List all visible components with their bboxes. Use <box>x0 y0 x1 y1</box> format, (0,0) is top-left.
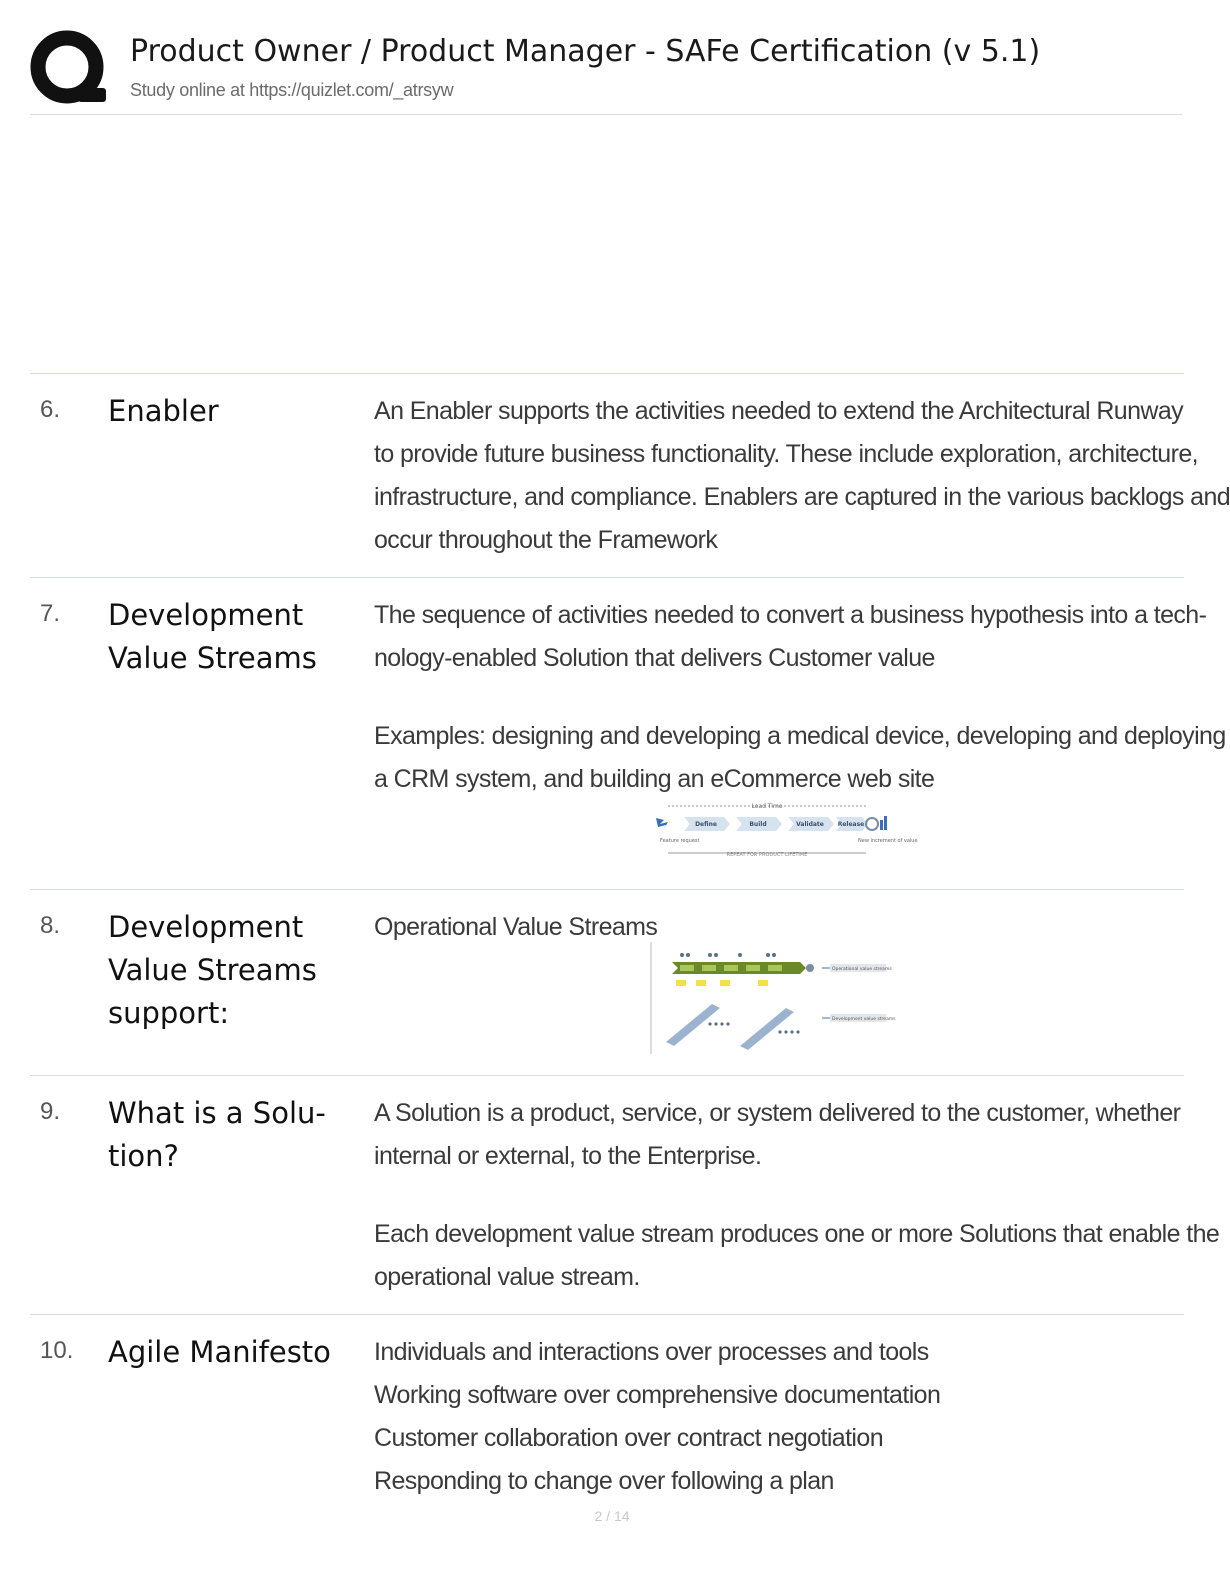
card-definition: A Solution is a product, service, or system delivered to the customer, whether internal or external, to the Enterprise. Each development value stream produces one or more Solutions that enable the operational value stream. <box>374 1099 1220 1291</box>
flashcard-row <box>30 1075 1220 1314</box>
card-number: 10. <box>40 1337 74 1364</box>
step-label: Build <box>749 821 767 828</box>
lead-time-label: Lead Time <box>751 803 783 810</box>
feature-request-label: Feature request <box>660 838 700 844</box>
operational-value-streams-label: Operational value streams <box>832 967 892 972</box>
card-definition: Operational Value Streams <box>374 913 658 941</box>
quizlet-logo-icon <box>30 30 108 108</box>
step-label: Release <box>837 821 865 828</box>
flashcard-row <box>30 1314 1184 1505</box>
development-value-stream-diagram <box>650 798 918 862</box>
repeat-label: REPEAT FOR PRODUCT LIFETIME <box>726 852 808 858</box>
page-number: 2 / 14 <box>594 1508 630 1524</box>
card-term: Enabler <box>108 394 219 428</box>
lightning-icon <box>656 818 668 832</box>
card-term: Agile Manifesto <box>108 1335 331 1369</box>
new-increment-label: New increment of value <box>858 838 918 844</box>
card-term: Development Value Streams support: <box>108 910 317 1030</box>
step-label: Define <box>695 821 717 828</box>
development-value-streams-label: Development value streams <box>832 1017 896 1022</box>
page-title: Product Owner / Product Manager - SAFe Certification (v 5.1) <box>130 34 1041 69</box>
card-number: 9. <box>40 1098 61 1125</box>
card-number: 6. <box>40 396 61 423</box>
flashcard-row <box>30 577 1226 889</box>
study-online-link[interactable]: Study online at https://quizlet.com/_atrsyw <box>130 80 454 100</box>
card-definition: An Enabler supports the activities needed to extend the Architectural Runway to provide future business functionality. These include exploration, architecture, infrastructure, and compliance. Enablers are captured in the various backlogs and occur throughout the Framework <box>374 397 1230 554</box>
card-definition: The sequence of activities needed to convert a business hypothesis into a tech- nology-enabled Solution that delivers Customer value Examples: designing and developing a medical device, developing and deploying a CRM system, and building an eCommerce web site <box>374 601 1226 793</box>
card-number: 7. <box>40 600 61 627</box>
card-term: What is a Solu- tion? <box>108 1096 326 1173</box>
card-term: Development Value Streams <box>108 598 317 675</box>
flashcard-row <box>30 373 1230 577</box>
card-number: 8. <box>40 912 61 939</box>
operational-value-streams-diagram <box>650 942 896 1054</box>
card-definition: Individuals and interactions over processes and tools Working software over comprehensive documentation Customer collaboration over contract negotiation Responding to change over following a plan <box>374 1338 941 1495</box>
page-header <box>30 28 1182 115</box>
step-label: Validate <box>796 821 824 828</box>
flashcard-row <box>30 889 1184 1075</box>
